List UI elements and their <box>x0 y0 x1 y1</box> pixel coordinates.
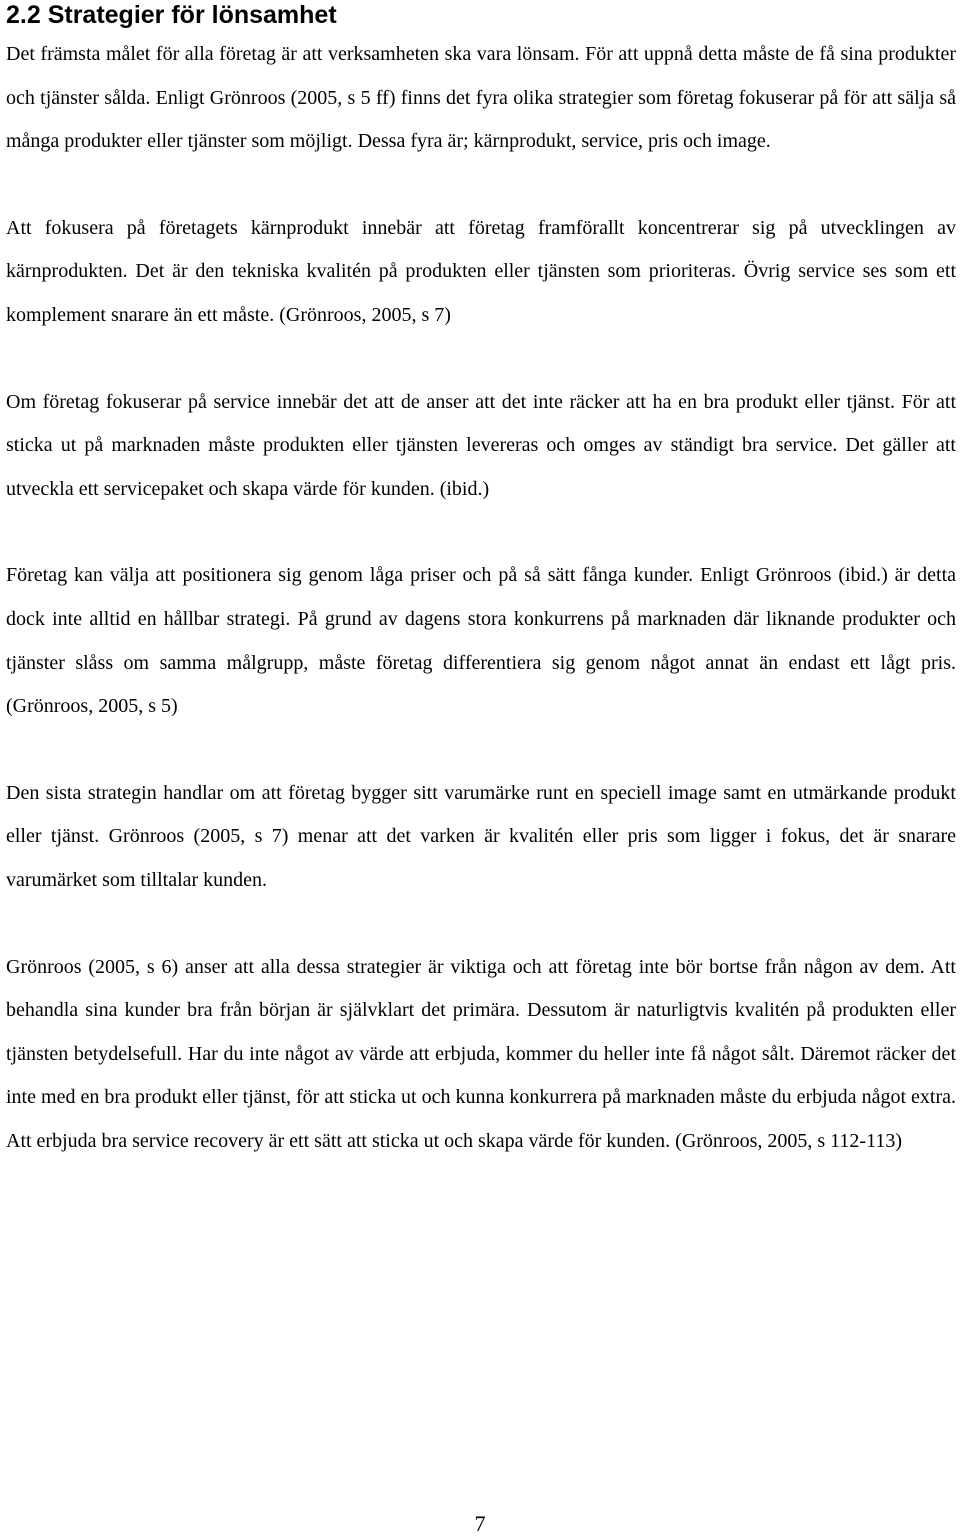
paragraph-6: Grönroos (2005, s 6) anser att alla dessa strategier är viktiga och att företag inte bör bortse från någon av dem. Att behandla sina kunder bra från början är självklart det primära. Dessutom är naturligtvis kvalitén på produkten eller tjänsten betydelsefull. Har du inte något av värde att erbjuda, kommer du heller inte få något sålt. Däremot räcker det inte med en bra produkt eller tjänst, för att sticka ut och kunna konkurrera på marknaden måste du erbjuda något extra. Att erbjuda bra service recovery är ett sätt att sticka ut och skapa värde för kunden. (Grönroos, 2005, s 112-113) <box>6 955 956 1152</box>
paragraph-4: Företag kan välja att positionera sig genom låga priser och på så sätt fånga kunder. Enligt Grönroos (ibid.) är detta dock inte alltid en hållbar strategi. På grund av dagens stora konkurrens på marknaden där liknande produkter och tjänster slåss om samma målgrupp, måste företag differentiera sig genom något annat än endast ett lågt pris. (Grönroos, 2005, s 5) <box>6 564 956 718</box>
section-heading: 2.2 Strategier för lönsamhet <box>6 1 337 29</box>
page-number: 7 <box>474 1511 486 1536</box>
paragraph-3: Om företag fokuserar på service innebär det att de anser att det inte räcker att ha en bra produkt eller tjänst. För att sticka ut på marknaden måste produkten eller tjänsten levereras och omges av ständigt bra service. Det gäller att utveckla ett servicepaket och skapa värde för kunden. (ibid.) <box>6 390 956 500</box>
paragraph-1: Det främsta målet för alla företag är att verksamheten ska vara lönsam. För att uppnå detta måste de få sina produkter och tjänster sålda. Enligt Grönroos (2005, s 5 ff) finns det fyra olika strategier som företag fokuserar på för att sälja så många produkter eller tjänster som möjligt. Dessa fyra är; kärnprodukt, service, pris och image. <box>6 43 956 153</box>
document-page <box>6 0 956 1163</box>
paragraph-5: Den sista strategin handlar om att företag bygger sitt varumärke runt en speciell image samt en utmärkande produkt eller tjänst. Grönroos (2005, s 7) menar att det varken är kvalitén eller pris som ligger i fokus, det är snarare varumärket som tilltalar kunden. <box>6 781 956 891</box>
paragraph-2: Att fokusera på företagets kärnprodukt innebär att företag framförallt koncentrerar sig på utvecklingen av kärnprodukten. Det är den tekniska kvalitén på produkten eller tjänsten som prioriteras. Övrig service ses som ett komplement snarare än ett måste. (Grönroos, 2005, s 7) <box>6 216 956 326</box>
